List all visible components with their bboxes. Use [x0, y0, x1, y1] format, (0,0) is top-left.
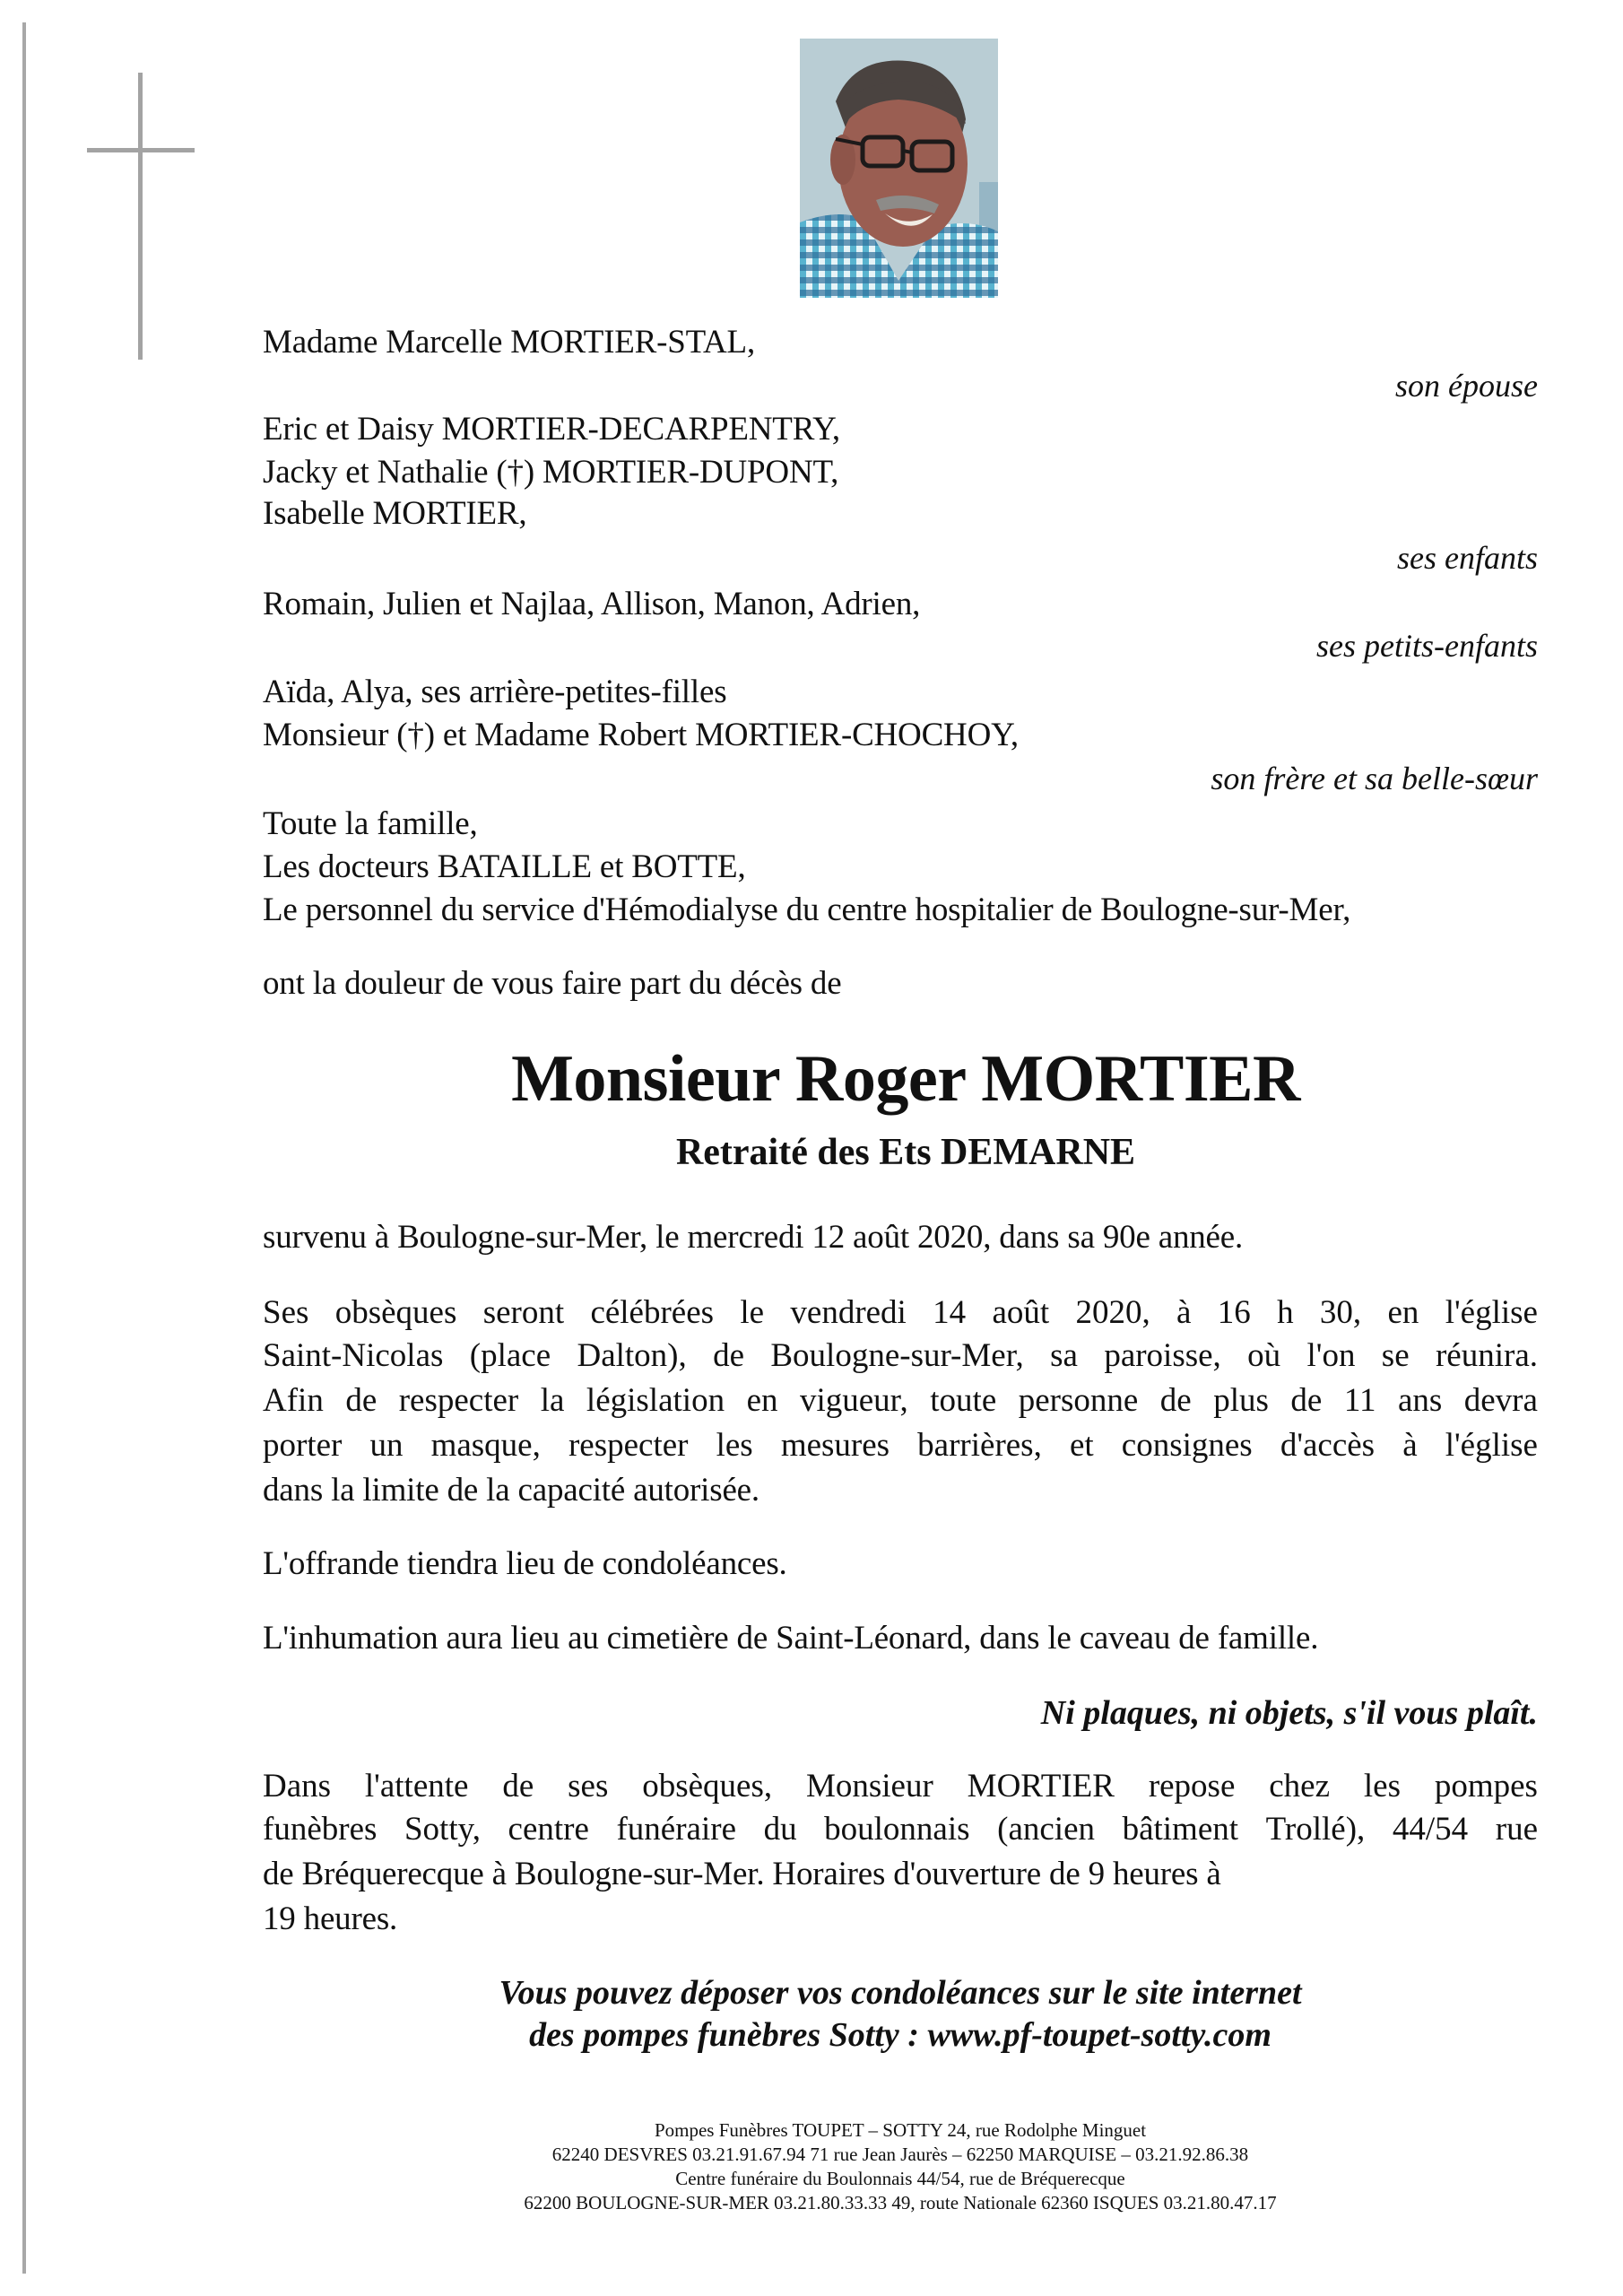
- word: toute: [930, 1382, 997, 1419]
- word: chez: [1269, 1768, 1331, 1805]
- word: Dalton),: [577, 1337, 687, 1374]
- deceased-occupation: Retraité des Ets DEMARNE: [675, 1132, 1136, 1173]
- word: seront: [482, 1294, 565, 1331]
- funeral-line: [263, 1336, 1538, 1376]
- word: à: [1176, 1294, 1192, 1331]
- word: (place: [469, 1337, 551, 1374]
- word: ans: [1397, 1382, 1443, 1419]
- burial-note: L'inhumation aura lieu au cimetière de Saint-Léonard, dans le caveau de famille.: [263, 1620, 1319, 1657]
- funeral-paragraph: [263, 1336, 1538, 1376]
- word: obsèques: [334, 1294, 457, 1331]
- word: 11: [1343, 1382, 1376, 1419]
- funeral-paragraph: [263, 1293, 1538, 1333]
- word: bâtiment: [1122, 1811, 1239, 1848]
- footer-line: 62200 BOULOGNE-SUR-MER 03.21.80.33.33 49, route Nationale 62360 ISQUES 03.21.80.47.17: [524, 2192, 1277, 2213]
- child-line: Isabelle MORTIER,: [263, 495, 527, 532]
- word: le: [740, 1294, 765, 1331]
- word: en: [746, 1382, 778, 1419]
- rest-paragraph: [263, 1767, 1538, 1806]
- funeral-line: [263, 1293, 1538, 1333]
- footer-line: Pompes Funèbres TOUPET – SOTTY 24, rue Rodolphe Minguet: [654, 2119, 1147, 2141]
- funeral-line: [263, 1381, 1538, 1421]
- word: du: [763, 1811, 797, 1848]
- word: pompes: [1434, 1768, 1538, 1805]
- word: funéraire: [616, 1811, 736, 1848]
- cross-vertical-bar: [138, 73, 143, 360]
- word: réunira.: [1435, 1337, 1538, 1374]
- word: de: [1290, 1382, 1323, 1419]
- word: centre: [508, 1811, 589, 1848]
- word: masque,: [430, 1427, 541, 1464]
- funeral-line: [263, 1426, 1538, 1465]
- sibling-names: Monsieur (†) et Madame Robert MORTIER-CHOCHOY,: [263, 717, 1019, 753]
- word: l'on: [1306, 1337, 1356, 1374]
- word: paroisse,: [1104, 1337, 1221, 1374]
- word: de: [502, 1768, 534, 1805]
- condolences-line-1: Vous pouvez déposer vos condoléances sur le site internet: [499, 1974, 1302, 2012]
- other-mourners: Les docteurs BATAILLE et BOTTE,: [263, 848, 746, 885]
- word: en: [1387, 1294, 1419, 1331]
- word: repose: [1148, 1768, 1236, 1805]
- deceased-name: Monsieur Roger MORTIER: [511, 1042, 1300, 1116]
- rest-line-3: de Bréquerecque à Boulogne-sur-Mer. Horaires d'ouverture de 9 heures à: [263, 1856, 1221, 1892]
- announcement-text: ont la douleur de vous faire part du décès de: [263, 965, 842, 1002]
- word: l'église: [1445, 1427, 1538, 1464]
- word: rue: [1495, 1811, 1538, 1848]
- word: Saint-Nicolas: [263, 1337, 444, 1374]
- word: se: [1381, 1337, 1410, 1374]
- footer-line: Centre funéraire du Boulonnais 44/54, rue de Bréquerecque: [675, 2168, 1125, 2189]
- word: MORTIER: [967, 1768, 1115, 1805]
- word: où: [1247, 1337, 1281, 1374]
- word: l'attente: [364, 1768, 469, 1805]
- word: Monsieur: [805, 1768, 933, 1805]
- word: plus: [1213, 1382, 1269, 1419]
- word: obsèques,: [642, 1768, 773, 1805]
- word: sa: [1050, 1337, 1078, 1374]
- word: Sotty,: [404, 1811, 481, 1848]
- word: 14: [933, 1294, 967, 1331]
- grandchildren-relation: ses petits-enfants: [1316, 628, 1538, 664]
- word: respecter: [398, 1382, 519, 1419]
- word: un: [369, 1427, 404, 1464]
- word: Ses: [263, 1294, 309, 1331]
- word: célébrées: [590, 1294, 715, 1331]
- word: vigueur,: [799, 1382, 908, 1419]
- word: barrières,: [917, 1427, 1042, 1464]
- word: h: [1277, 1294, 1294, 1331]
- rest-paragraph: [263, 1810, 1538, 1849]
- word: la: [540, 1382, 565, 1419]
- portrait-illustration: [800, 39, 998, 298]
- child-line: Jacky et Nathalie (†) MORTIER-DUPONT,: [263, 454, 839, 491]
- offering-note: L'offrande tiendra lieu de condoléances.: [263, 1545, 787, 1582]
- word: Trollé),: [1265, 1811, 1366, 1848]
- word: de: [1159, 1382, 1192, 1419]
- word: funèbres: [263, 1811, 378, 1848]
- spouse-relation: son épouse: [1395, 368, 1538, 404]
- word: à: [1402, 1427, 1418, 1464]
- word: 44/54: [1392, 1811, 1469, 1848]
- word: législation: [586, 1382, 725, 1419]
- spouse-name: Madame Marcelle MORTIER-STAL,: [263, 324, 756, 361]
- word: de: [345, 1382, 378, 1419]
- rest-line: [263, 1810, 1538, 1849]
- word: porter: [263, 1427, 343, 1464]
- sibling-relation: son frère et sa belle-sœur: [1211, 761, 1538, 796]
- word: 30,: [1319, 1294, 1362, 1331]
- word: ses: [568, 1768, 609, 1805]
- word: consignes: [1121, 1427, 1253, 1464]
- word: 2020,: [1075, 1294, 1150, 1331]
- other-mourners: Toute la famille,: [263, 805, 478, 842]
- word: les: [716, 1427, 753, 1464]
- death-details: survenu à Boulogne-sur-Mer, le mercredi 12 août 2020, dans sa 90e année.: [263, 1219, 1244, 1256]
- word: Afin: [263, 1382, 324, 1419]
- word: août: [992, 1294, 1050, 1331]
- word: et: [1069, 1427, 1094, 1464]
- word: d'accès: [1280, 1427, 1376, 1464]
- portrait-photo: [800, 39, 998, 298]
- funeral-paragraph: [263, 1381, 1538, 1421]
- child-line: Eric et Daisy MORTIER-DECARPENTRY,: [263, 411, 840, 448]
- funeral-paragraph: [263, 1426, 1538, 1465]
- word: de: [713, 1337, 745, 1374]
- website-link[interactable]: www.pf-toupet-sotty.com: [927, 2016, 1271, 2054]
- footer-line: 62240 DESVRES 03.21.91.67.94 71 rue Jean Jaurès – 62250 MARQUISE – 03.21.92.86.38: [551, 2144, 1249, 2165]
- word: mesures: [780, 1427, 890, 1464]
- word: respecter: [568, 1427, 689, 1464]
- word: les: [1363, 1768, 1401, 1805]
- word: vendredi: [790, 1294, 907, 1331]
- rest-line-4: 19 heures.: [263, 1900, 398, 1937]
- great-grandchildren-line: Aïda, Alya, ses arrière-petites-filles: [263, 674, 727, 710]
- rest-line: [263, 1767, 1538, 1806]
- word: 16: [1217, 1294, 1251, 1331]
- other-mourners: Le personnel du service d'Hémodialyse du centre hospitalier de Boulogne-sur-Mer,: [263, 891, 1351, 928]
- condolences-prefix: des pompes funèbres Sotty :: [529, 2016, 928, 2054]
- funeral-last-line: dans la limite de la capacité autorisée.: [263, 1472, 759, 1509]
- children-relation: ses enfants: [1397, 540, 1538, 576]
- grandchildren-names: Romain, Julien et Najlaa, Allison, Manon, Adrien,: [263, 586, 921, 622]
- word: l'église: [1445, 1294, 1538, 1331]
- word: Boulogne-sur-Mer,: [770, 1337, 1024, 1374]
- word: Dans: [263, 1768, 332, 1805]
- condolences-line-2: [263, 2013, 1538, 2057]
- no-flowers-notice: Ni plaques, ni objets, s'il vous plaît.: [1040, 1694, 1538, 1732]
- word: (ancien: [997, 1811, 1095, 1848]
- word: boulonnais: [824, 1811, 970, 1848]
- word: devra: [1463, 1382, 1538, 1419]
- cross-horizontal-bar: [87, 148, 195, 152]
- word: personne: [1018, 1382, 1139, 1419]
